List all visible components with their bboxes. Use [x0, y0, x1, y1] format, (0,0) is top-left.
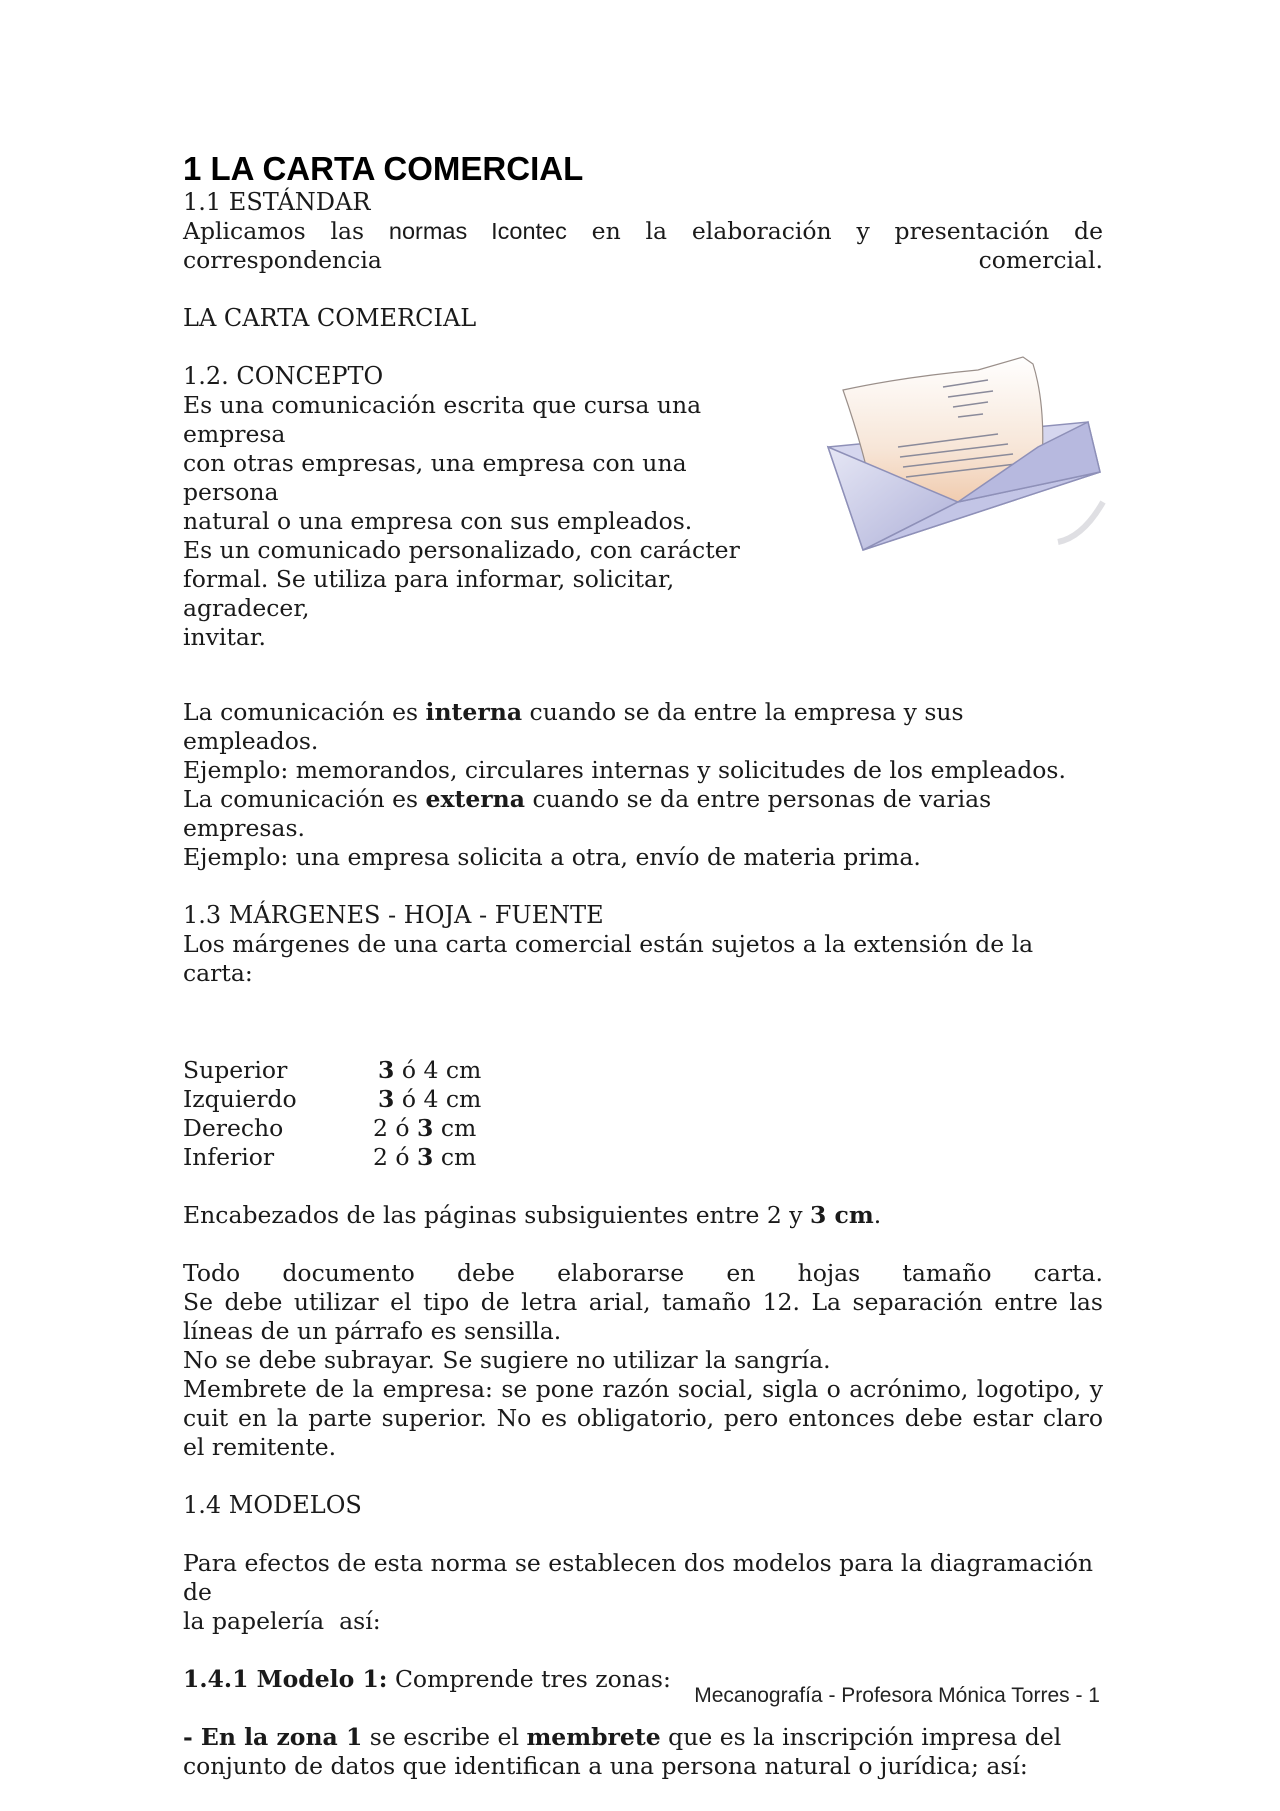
value-fragment: cm	[433, 1143, 477, 1171]
models-intro-line-1: Para efectos de esta norma se establecen dos modelos para la diagramación de	[183, 1549, 1094, 1606]
concept-line: Es una comunicación escrita que cursa una empresa	[183, 391, 702, 448]
font-paragraph: Se debe utilizar el tipo de letra arial, tamaño 12. La separación entre las líneas de un párrafo es sensilla.	[183, 1288, 1103, 1345]
value-fragment: 2 ó	[373, 1143, 418, 1171]
text-fragment: cuando se da entre la empresa y sus empleados.	[183, 698, 964, 755]
text-fragment: cuando se da entre personas de varias empresas.	[183, 785, 992, 842]
text-fragment: que es la inscripción impresa del	[660, 1723, 1062, 1751]
value-bold: 3	[378, 1056, 395, 1084]
concept-line: formal. Se utiliza para informar, solicitar, agradecer,	[183, 565, 675, 622]
models-intro-line-2: la papelería así:	[183, 1607, 381, 1635]
section-1-1-heading: 1.1 ESTÁNDAR	[183, 188, 371, 216]
page-footer: Mecanografía - Profesora Mónica Torres - 1	[694, 1684, 1100, 1707]
zone-1-label: - En la zona 1	[183, 1723, 363, 1751]
letterhead-paragraph: Membrete de la empresa: se pone razón social, sigla o acrónimo, logotipo, y cuit en la parte superior. No es obligatorio, pero entonces debe estar claro el remitente.	[183, 1375, 1103, 1461]
page-title: 1 LA CARTA COMERCIAL	[183, 150, 584, 187]
text-fragment: .	[873, 1201, 882, 1229]
concept-section	[183, 362, 1103, 652]
concept-line: con otras empresas, una empresa con una persona	[183, 449, 687, 506]
comm-line-internal	[183, 698, 1103, 756]
margin-value	[373, 1114, 476, 1143]
margin-row	[183, 1114, 1103, 1143]
value-fragment: ó 4 cm	[394, 1085, 482, 1113]
paper-size-line: Todo documento debe elaborarse en hojas tamaño carta.	[183, 1259, 1103, 1287]
subtitle: LA CARTA COMERCIAL	[183, 304, 477, 332]
text-fragment: La comunicación es	[183, 785, 419, 813]
margin-label: Superior	[183, 1056, 288, 1084]
margin-row	[183, 1143, 1103, 1172]
section-1-4-heading: 1.4 MODELOS	[183, 1491, 362, 1519]
comm-line-example-1: Ejemplo: memorandos, circulares internas y solicitudes de los empleados.	[183, 756, 1066, 784]
concept-line: natural o una empresa con sus empleados.	[183, 507, 693, 535]
value-bold: 3	[378, 1085, 395, 1113]
margin-row	[183, 1085, 1103, 1114]
concept-text	[183, 391, 788, 652]
envelope-letter-image	[808, 352, 1108, 562]
text-fragment: se escribe el	[362, 1723, 527, 1751]
margin-label: Derecho	[183, 1114, 284, 1142]
document-page	[183, 150, 1103, 1781]
value-bold: 3 cm	[810, 1201, 874, 1229]
text-fragment: Comprende tres zonas:	[387, 1665, 671, 1693]
zone-1-line	[183, 1723, 1103, 1752]
membrete-word: membrete	[526, 1723, 661, 1751]
section-1-3-heading: 1.3 MÁRGENES - HOJA - FUENTE	[183, 901, 604, 929]
value-bold: 3	[417, 1114, 434, 1142]
value-fragment: cm	[433, 1114, 477, 1142]
value-fragment: 2 ó	[373, 1114, 418, 1142]
section-1-1-text	[183, 217, 1103, 275]
margins-intro: Los márgenes de una carta comercial están sujetos a la extensión de la carta:	[183, 930, 1034, 987]
margin-value	[373, 1143, 476, 1172]
externa-word: externa	[425, 785, 525, 813]
margin-label: Izquierdo	[183, 1085, 297, 1113]
text-fragment: en la elaboración y presentación de correspondencia comercial.	[183, 217, 1103, 274]
margin-value	[373, 1056, 481, 1085]
margin-value	[373, 1085, 481, 1114]
section-1-2-heading: 1.2. CONCEPTO	[183, 362, 384, 390]
comm-line-example-2: Ejemplo: una empresa solicita a otra, envío de materia prima.	[183, 843, 921, 871]
margin-row	[183, 1056, 1103, 1085]
value-fragment: ó 4 cm	[394, 1056, 482, 1084]
zone-1-line-2: conjunto de datos que identifican a una persona natural o jurídica; así:	[183, 1752, 1028, 1780]
underline-line: No se debe subrayar. Se sugiere no utilizar la sangría.	[183, 1346, 831, 1374]
normas-icontec-text: normas Icontec	[388, 218, 567, 244]
margins-table	[183, 1056, 1103, 1172]
margin-label: Inferior	[183, 1143, 275, 1171]
text-fragment: La comunicación es	[183, 698, 419, 726]
concept-line: invitar.	[183, 623, 267, 651]
text-fragment: Encabezados de las páginas subsiguientes entre 2 y	[183, 1201, 803, 1229]
concept-line: Es un comunicado personalizado, con carácter	[183, 536, 740, 564]
text-fragment: Aplicamos las	[183, 217, 365, 245]
model-1-label: 1.4.1 Modelo 1:	[183, 1665, 388, 1693]
interna-word: interna	[425, 698, 523, 726]
comm-line-external	[183, 785, 1103, 843]
value-bold: 3	[417, 1143, 434, 1171]
headers-line	[183, 1201, 1103, 1230]
